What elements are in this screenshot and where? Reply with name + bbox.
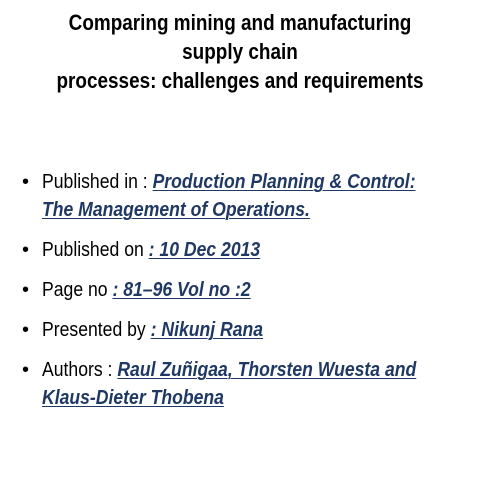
bullet-dot: • xyxy=(22,359,30,381)
bullet-page-no xyxy=(22,276,472,304)
bullet-dot: • xyxy=(22,319,30,341)
published-in-value-line-2[interactable]: The Management of Operations. xyxy=(42,199,310,221)
title-line-3: processes: challenges and requirements xyxy=(56,68,424,93)
authors-value-line-1[interactable]: Raul Zuñigaa, Thorsten Wuesta and xyxy=(117,359,417,381)
authors-label: Authors : xyxy=(42,359,118,381)
slide-title xyxy=(51,8,429,95)
bullet-published-on xyxy=(22,236,472,264)
presented-by-label: Presented by xyxy=(42,319,151,341)
bullet-dot: • xyxy=(22,279,30,301)
authors-value-line-2[interactable]: Klaus-Dieter Thobena xyxy=(42,387,224,409)
published-in-value-line-1[interactable]: Production Planning & Control: xyxy=(152,171,416,193)
bullet-dot: • xyxy=(22,171,30,193)
title-line-1: Comparing mining and manufacturing xyxy=(68,10,412,35)
bullet-authors xyxy=(22,356,472,412)
bullet-list xyxy=(22,168,472,424)
bullet-published-in xyxy=(22,168,472,224)
published-on-label: Published on xyxy=(42,239,149,261)
published-on-value[interactable]: : 10 Dec 2013 xyxy=(148,239,261,261)
presented-by-value[interactable]: : Nikunj Rana xyxy=(150,319,264,341)
bullet-dot: • xyxy=(22,239,30,261)
title-line-2: supply chain xyxy=(182,39,298,64)
page-no-label: Page no xyxy=(42,279,113,301)
published-in-label: Published in : xyxy=(42,171,153,193)
bullet-presented-by xyxy=(22,316,472,344)
page-no-value[interactable]: : 81–96 Vol no :2 xyxy=(112,279,251,301)
